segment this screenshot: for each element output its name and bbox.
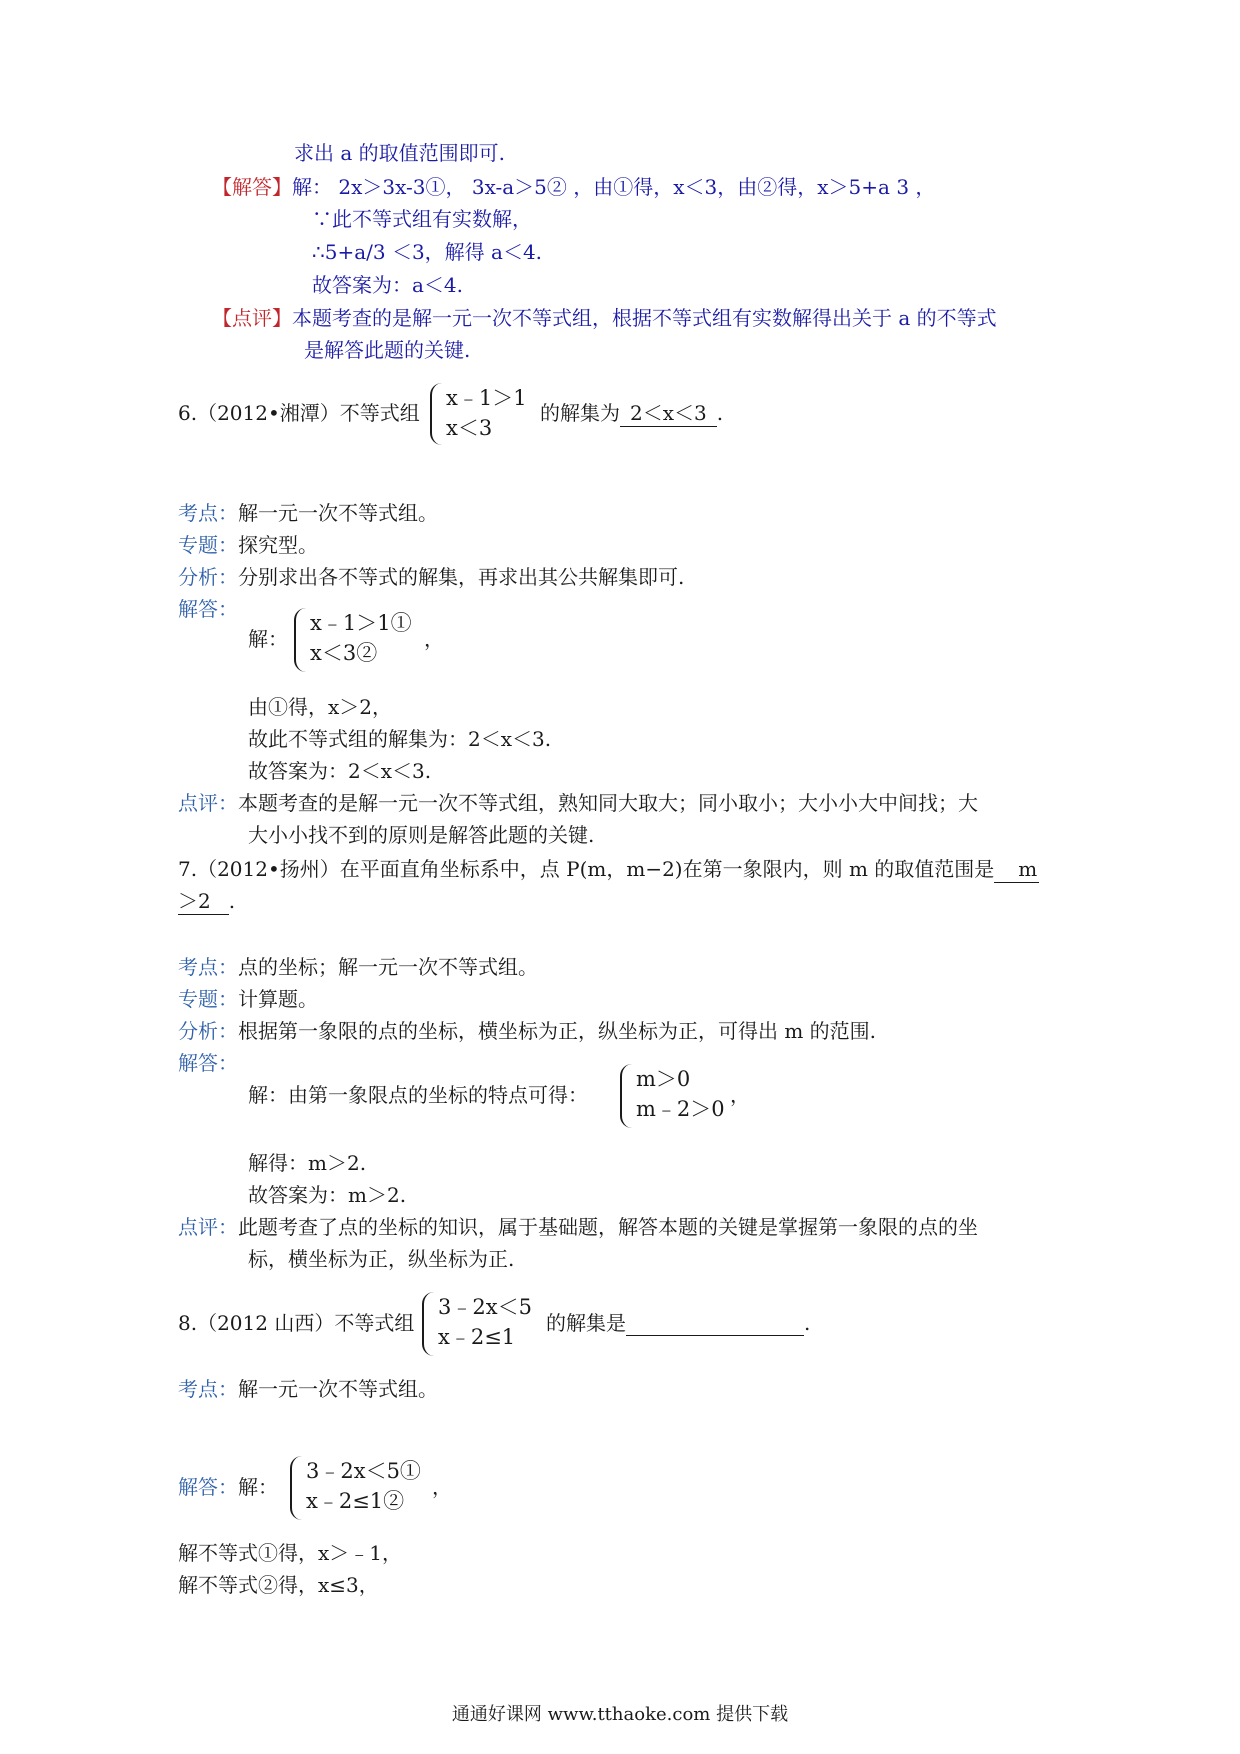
- q6-jieda-label: 解答：: [178, 597, 238, 621]
- q7-ineq-1: m＞0: [636, 1067, 691, 1091]
- q7-ineq-2: m﹣2＞0: [636, 1097, 725, 1121]
- q7-answer-b: ＞2: [178, 888, 229, 915]
- brace-icon: [294, 608, 310, 672]
- q8-comma: ，: [432, 1475, 452, 1499]
- q8-answer-blank: [626, 1315, 804, 1336]
- q7-zhuanti: 计算题。: [238, 987, 318, 1011]
- q6-ineq-2: x＜3: [446, 416, 493, 440]
- q7-line-2-row: [178, 888, 235, 915]
- top-answer-label: 【解答】: [212, 175, 292, 199]
- q8-jie: 解：: [238, 1475, 278, 1499]
- q8-ineq-2: x﹣2≤1: [438, 1325, 516, 1349]
- q6-end: .: [716, 401, 724, 425]
- q7-fenxi-row: [178, 1018, 876, 1044]
- q8-kaodian: 解一元一次不等式组。: [238, 1377, 438, 1401]
- q6-solution-system: [294, 608, 424, 672]
- q8-kaodian-label: 考点：: [178, 1377, 238, 1401]
- footer-credit: 通通好课网 www.tthaoke.com 提供下载: [451, 1704, 789, 1725]
- q7-inequality-system: [620, 1064, 730, 1128]
- brace-icon: [430, 383, 446, 445]
- q8-inequality-system: [422, 1292, 542, 1356]
- q6-ineq-1: x﹣1＞1: [446, 386, 527, 410]
- q6-dianping-label: 点评：: [178, 791, 238, 815]
- q6-step-2: 故此不等式组的解集为：2＜x＜3.: [248, 727, 552, 751]
- q8-jieda-label: 解答：: [178, 1475, 238, 1499]
- q6-step-1: 由①得，x＞2，: [248, 695, 393, 719]
- q6-fenxi-row: [178, 564, 684, 590]
- q6-prefix: 6.（2012•湘潭）不等式组: [178, 401, 420, 425]
- q6-inequality-system: [430, 383, 540, 445]
- q6-zhuanti: 探究型。: [238, 533, 318, 557]
- q6-answer: 2＜x＜3: [620, 400, 717, 427]
- q6-fenxi-label: 分析：: [178, 565, 238, 589]
- q6-dianping: 本题考查的是解一元一次不等式组，熟知同大取大；同小取小；大小小大中间找；大: [238, 791, 978, 815]
- q8-prefix: 8.（2012 山西）不等式组: [178, 1311, 415, 1335]
- q8-suffix-row: [546, 1310, 810, 1336]
- q8-step-1: 解不等式①得，x＞﹣1，: [178, 1541, 403, 1565]
- q6-sol-ineq-2: x＜3②: [310, 641, 378, 665]
- top-answer-row: [212, 174, 935, 200]
- q7-fenxi: 根据第一象限的点的坐标，横坐标为正，纵坐标为正，可得出 m 的范围.: [238, 1019, 877, 1043]
- q7-jie: 解：由第一象限点的坐标的特点可得：: [248, 1083, 588, 1107]
- q6-kaodian: 解一元一次不等式组。: [238, 501, 438, 525]
- q7-dianping-label: 点评：: [178, 1215, 238, 1239]
- q8-sol-ineq-1: 3﹣2x＜5①: [306, 1459, 421, 1483]
- q6-jie: 解：: [248, 627, 288, 651]
- q7-step-1: 解得：m＞2.: [248, 1151, 367, 1175]
- q8-suffix: 的解集是: [546, 1311, 626, 1335]
- q6-dianping-2: 大小小找不到的原则是解答此题的关键.: [248, 823, 595, 847]
- q6-suffix: 的解集为: [540, 401, 620, 425]
- q7-line-1-row: [178, 856, 1039, 883]
- top-step-1: ∵此不等式组有实数解，: [312, 207, 532, 231]
- q7-jieda-label: 解答：: [178, 1051, 238, 1075]
- q6-fenxi: 分别求出各不等式的解集，再求出其公共解集即可.: [238, 565, 685, 589]
- q6-dianping-row: [178, 790, 978, 816]
- q7-dianping-row: [178, 1214, 978, 1240]
- q7-dianping-2: 标，横坐标为正，纵坐标为正.: [248, 1247, 515, 1271]
- top-comment-body: 本题考查的是解一元一次不等式组，根据不等式组有实数解得出关于 a 的不等式: [292, 306, 997, 330]
- q6-zhuanti-label: 专题：: [178, 533, 238, 557]
- q8-jieda-row: [178, 1474, 278, 1500]
- q7-fenxi-label: 分析：: [178, 1019, 238, 1043]
- q7-line-1: 7.（2012•扬州）在平面直角坐标系中，点 P(m，m−2)在第一象限内，则 m 的取值范围是: [178, 857, 995, 881]
- q6-sol-ineq-1: x﹣1＞1①: [310, 611, 412, 635]
- brace-icon: [290, 1456, 306, 1520]
- q6-zhuanti-row: [178, 532, 318, 558]
- q8-solution-system: [290, 1456, 430, 1520]
- q8-end: .: [804, 1311, 811, 1335]
- q7-comma: ，: [730, 1083, 750, 1107]
- q7-dianping: 此题考查了点的坐标的知识，属于基础题，解答本题的关键是掌握第一象限的点的坐: [238, 1215, 978, 1239]
- q7-answer-a: m: [994, 856, 1039, 883]
- q7-zhuanti-label: 专题：: [178, 987, 238, 1011]
- q6-comma: ，: [424, 627, 444, 651]
- q7-kaodian-label: 考点：: [178, 955, 238, 979]
- q7-zhuanti-row: [178, 986, 318, 1012]
- q6-kaodian-row: [178, 500, 438, 526]
- top-answer-body: 解： 2x＞3x-3①， 3x-a＞5② ，由①得，x＜3，由②得，x＞5+a 3 ，: [292, 175, 936, 199]
- q8-step-2: 解不等式②得，x≤3，: [178, 1573, 379, 1597]
- top-analysis-line: 求出 a 的取值范围即可.: [294, 141, 505, 165]
- q6-step-3: 故答案为：2＜x＜3.: [248, 759, 432, 783]
- top-step-3: 故答案为：a＜4.: [312, 273, 464, 297]
- q6-suffix-row: [540, 400, 723, 427]
- q7-step-2: 故答案为：m＞2.: [248, 1183, 407, 1207]
- q8-kaodian-row: [178, 1376, 438, 1402]
- top-comment-body-2: 是解答此题的关键.: [304, 338, 471, 362]
- q7-kaodian: 点的坐标；解一元一次不等式组。: [238, 955, 538, 979]
- top-comment-row: [212, 305, 997, 331]
- brace-icon: [422, 1292, 438, 1356]
- top-comment-label: 【点评】: [212, 306, 292, 330]
- q7-end: .: [228, 889, 236, 913]
- q6-kaodian-label: 考点：: [178, 501, 238, 525]
- q7-kaodian-row: [178, 954, 538, 980]
- brace-icon: [620, 1064, 636, 1128]
- q8-sol-ineq-2: x﹣2≤1②: [306, 1489, 405, 1513]
- q8-ineq-1: 3﹣2x＜5: [438, 1295, 532, 1319]
- top-step-2: ∴5+a/3 ＜3，解得 a＜4.: [312, 240, 543, 264]
